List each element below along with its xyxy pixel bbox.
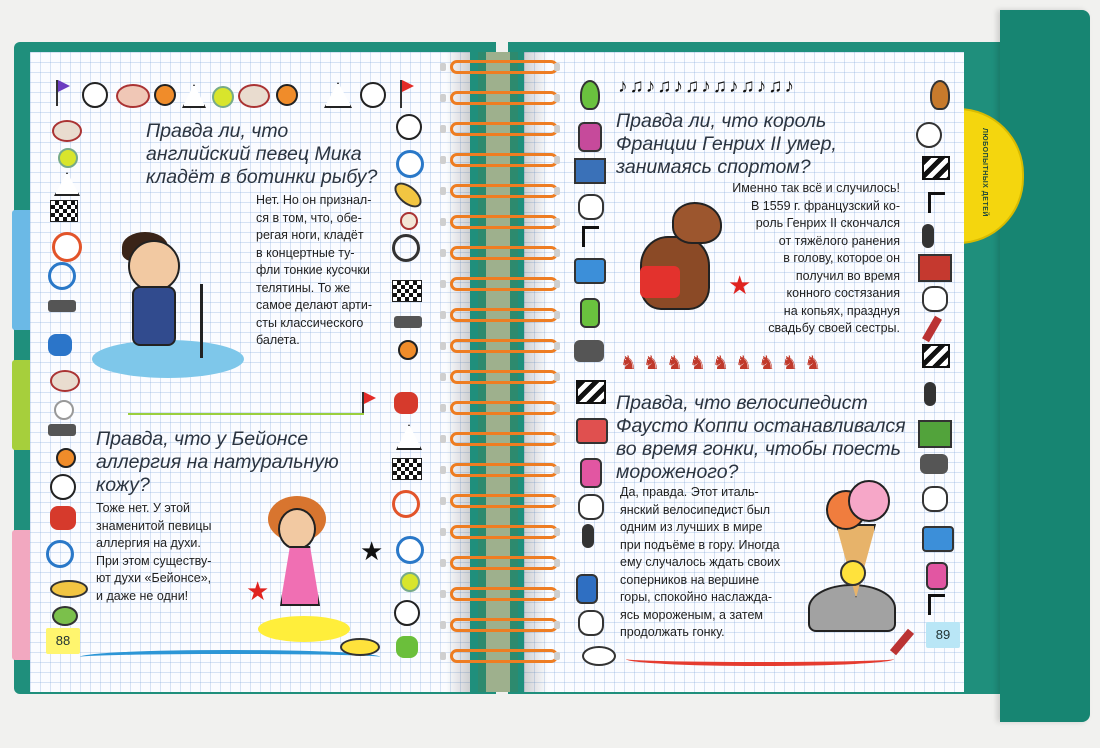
punch-hole (440, 404, 446, 412)
divider-line (128, 413, 364, 415)
baseball-icon (400, 212, 418, 230)
spiral-ring (450, 308, 558, 322)
basketball-icon (56, 448, 76, 468)
rugby-ball-icon (116, 84, 150, 108)
tv-icon (576, 418, 608, 444)
basketball-icon (398, 340, 418, 360)
tv-icon (922, 526, 954, 552)
cover-flap[interactable] (1000, 10, 1090, 722)
glove-icon (578, 494, 604, 520)
page-number-right: 89 (926, 622, 960, 648)
tamagotchi-icon (576, 574, 598, 604)
punch-hole (554, 125, 560, 133)
guitar-icon (930, 80, 950, 110)
punch-hole (554, 621, 560, 629)
punch-hole (440, 621, 446, 629)
rugby-ball-icon (238, 84, 270, 108)
soccer-ball-icon (360, 82, 386, 108)
question-title-mika: Правда ли, что английский певец Мика кладёт в ботинки рыбу? (146, 120, 378, 188)
soccer-ball-icon (82, 82, 108, 108)
soccer-ball-icon (394, 600, 420, 626)
glove-icon (922, 286, 948, 312)
tv-icon (574, 258, 606, 284)
basketball-icon (276, 84, 298, 106)
music-note-icon (928, 594, 945, 615)
dumbbell-icon (48, 300, 76, 312)
tennis-racket-icon (392, 490, 420, 518)
dumbbell-icon (394, 316, 422, 328)
punch-hole (554, 652, 560, 660)
toy-soldiers-row: ♞♞♞♞♞♞♞♞♞ (620, 353, 828, 374)
tennis-ball-icon (58, 148, 78, 168)
answer-coppi: Да, правда. Этот италь- янский велосипедист был одним из лучших в мире при подъёме в гору. Иногда ему случалось ждать своих соперников на вершине горы, спокойно наслажда- ясь мороженым, а затем продолжать гонку. (620, 485, 781, 639)
punch-hole (440, 373, 446, 381)
book-icon (918, 420, 952, 448)
flag-tip-icon (402, 80, 414, 92)
punch-hole (440, 311, 446, 319)
spiral-ring (450, 618, 558, 632)
question-title-henry: Правда ли, что король Франции Генрих II умер, занимаясь спортом? (616, 110, 837, 178)
boxing-glove-icon (396, 636, 418, 658)
punch-hole (440, 435, 446, 443)
tamagotchi-icon (580, 458, 602, 488)
spiral-ring (450, 370, 558, 384)
spotlight (258, 616, 350, 642)
punch-hole (440, 466, 446, 474)
punch-hole (554, 249, 560, 257)
mic-stand-icon (200, 284, 203, 358)
microphone-icon (922, 224, 934, 248)
stopwatch-icon (396, 150, 424, 178)
punch-hole (440, 63, 446, 71)
glove-icon (578, 610, 604, 636)
soccer-ball-icon (396, 114, 422, 140)
answer-beyonce: Тоже нет. У этой знаменитой певицы аллергия на духи. При этом существу- ют духи «Бейонсе», и даже не одни! (96, 501, 212, 603)
film-camera-icon (920, 454, 948, 474)
tennis-racket-icon (392, 234, 420, 262)
music-notes-row: ♪♫♪♫♪♫♪♫♪♫♪♫♪ (618, 76, 796, 97)
punch-hole (440, 590, 446, 598)
boxing-glove-icon (50, 506, 76, 530)
rugby-ball-icon (52, 120, 82, 142)
water-wave (80, 650, 380, 664)
tennis-ball-icon (400, 572, 420, 592)
punch-hole (554, 466, 560, 474)
tennis-ball-icon (212, 86, 234, 108)
disc-label: ЛЮБОПЫТНЫХ ДЕТЕЙ (981, 128, 988, 217)
singer-beyonce-illustration (278, 508, 316, 550)
music-note-icon (582, 226, 599, 247)
soccer-ball-icon (50, 474, 76, 500)
tamagotchi-icon (580, 298, 600, 328)
spiral-ring (450, 494, 558, 508)
spiral-ring (450, 339, 558, 353)
book-icon (574, 158, 606, 184)
star-icon: ★ (728, 270, 752, 300)
golf-flag-tip-icon (364, 392, 376, 404)
guitar-icon (580, 80, 600, 110)
punch-hole (554, 373, 560, 381)
stopwatch-icon (52, 232, 82, 262)
punch-hole (554, 404, 560, 412)
punch-hole (554, 280, 560, 288)
spiral-ring (450, 277, 558, 291)
microphone-icon (582, 524, 594, 548)
punch-hole (554, 559, 560, 567)
question-title-beyonce: Правда, что у Бейонсе аллергия на натуральную кожу? (96, 428, 339, 496)
music-note-icon (928, 192, 945, 213)
rugby-ball-icon (50, 370, 80, 392)
punch-hole (440, 559, 446, 567)
answer-mika: Нет. Но он признал- ся в том, что, обе- регая ноги, кладёт в концертные ту- фли тонкие кусочки телятины. То же самое делают арти- сты классического балета. (256, 193, 373, 347)
tv-icon (916, 122, 942, 148)
spiral-ring (450, 246, 558, 260)
spiral-ring (450, 153, 558, 167)
tamagotchi-icon (578, 122, 602, 152)
tennis-racket-icon (46, 540, 74, 568)
punch-hole (554, 590, 560, 598)
spiral-ring (450, 184, 558, 198)
horse-blanket (640, 266, 680, 298)
surfboard-icon (50, 580, 88, 598)
punch-hole (554, 63, 560, 71)
punch-hole (554, 311, 560, 319)
red-squiggle-line (626, 652, 894, 666)
clapperboard-icon (576, 380, 606, 404)
stopwatch-icon (396, 536, 424, 564)
tennis-racket-icon (48, 262, 76, 290)
spiral-ring (450, 432, 558, 446)
punch-hole (554, 528, 560, 536)
question-title-coppi: Правда, что велосипедист Фаусто Коппи останавливался во время гонки, чтобы поесть мороженого? (616, 392, 906, 483)
punch-hole (554, 342, 560, 350)
punch-hole (440, 497, 446, 505)
spiral-ring (450, 556, 558, 570)
punch-hole (440, 652, 446, 660)
surfboard-icon (340, 638, 380, 656)
star-icon: ★ (360, 536, 384, 566)
boxing-glove-icon (48, 334, 72, 356)
punch-hole (440, 94, 446, 102)
spiral-ring (450, 463, 558, 477)
checkered-flag-icon (392, 458, 422, 480)
spiral-ring (450, 122, 558, 136)
golf-ball-icon (54, 400, 74, 420)
boxing-glove-icon (394, 392, 418, 414)
dumbbell-icon (48, 424, 76, 436)
glove-icon (922, 486, 948, 512)
book-icon (918, 254, 952, 282)
punch-hole (554, 218, 560, 226)
spiral-ring (450, 525, 558, 539)
spiral-ring (450, 91, 558, 105)
punch-hole (554, 497, 560, 505)
punch-hole (440, 187, 446, 195)
glove-icon (578, 194, 604, 220)
spiral-ring (450, 401, 558, 415)
punch-hole (554, 94, 560, 102)
spiral-ring (450, 587, 558, 601)
punch-hole (440, 249, 446, 257)
frisbee-icon (52, 606, 78, 626)
clapperboard-icon (922, 156, 950, 180)
hill-illustration (808, 584, 896, 632)
checkered-flag-icon (392, 280, 422, 302)
checkered-flag-icon (50, 200, 78, 222)
punch-hole (440, 125, 446, 133)
spiral-ring (450, 215, 558, 229)
punch-hole (554, 187, 560, 195)
punch-hole (554, 435, 560, 443)
microphone-icon (924, 382, 936, 406)
spiral-ring (450, 649, 558, 663)
punch-hole (440, 528, 446, 536)
cyclist-illustration (840, 560, 866, 586)
page-number-left: 88 (46, 628, 80, 654)
ice-cream-scoop (848, 480, 890, 522)
singer-suit (132, 286, 176, 346)
spiral-ring (450, 60, 558, 74)
film-camera-icon (574, 340, 604, 362)
punch-hole (440, 280, 446, 288)
singer-mika-illustration (128, 240, 180, 292)
tamagotchi-icon (926, 562, 948, 590)
punch-hole (554, 156, 560, 164)
paint-palette-icon (582, 646, 616, 666)
star-icon: ★ (246, 576, 270, 606)
punch-hole (440, 342, 446, 350)
punch-hole (440, 156, 446, 164)
punch-hole (440, 218, 446, 226)
clapperboard-icon (922, 344, 950, 368)
basketball-icon (154, 84, 176, 106)
flag-tip-icon (58, 80, 70, 92)
answer-henry: Именно так всё и случилось! В 1559 г. французский ко- роль Генрих II скончался от тяжёлого ранения в голову, которое он получил во время конного состязания на копьях, празднуя свадьбу своей сестры. (732, 181, 900, 335)
